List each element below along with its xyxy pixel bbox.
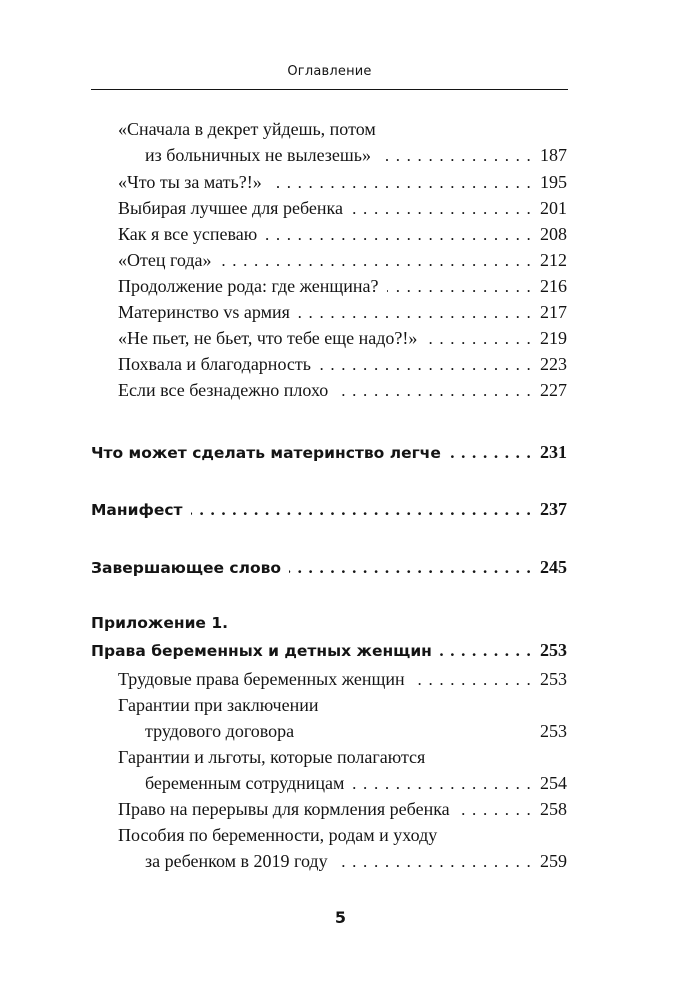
- toc-entry[interactable]: [118, 302, 567, 323]
- toc-entry-title: Трудовые права беременных женщин: [118, 669, 405, 689]
- toc-entry[interactable]: [118, 250, 567, 271]
- toc-entry-title-line1: Пособия по беременности, родам и уходу: [118, 825, 438, 845]
- toc-entry-title: Как я все успеваю: [118, 224, 258, 244]
- dot-leader: [413, 671, 532, 689]
- toc-entry-title: «Что ты за мать?!»: [118, 172, 262, 192]
- dot-leader: [319, 356, 532, 374]
- toc-entry[interactable]: [118, 354, 567, 375]
- toc-entry-title: «Не пьет, не бьет, что тебе еще надо?!»: [118, 328, 418, 348]
- toc-entry-title-line1: «Сначала в декрет уйдешь, потом: [118, 119, 376, 139]
- toc-page-number: 253: [540, 669, 567, 689]
- toc-entry[interactable]: [145, 851, 567, 872]
- toc-page-number: 259: [540, 851, 567, 871]
- toc-entry-title: Если все безнадежно плохо: [118, 380, 329, 400]
- toc-chapter[interactable]: [91, 442, 567, 463]
- toc-page-number: 201: [540, 198, 567, 218]
- toc-page-number: 237: [540, 499, 567, 519]
- dot-leader: [265, 226, 532, 244]
- toc-entry[interactable]: [118, 198, 567, 219]
- running-header: Оглавление: [287, 64, 372, 79]
- toc-entry[interactable]: [118, 172, 567, 193]
- toc-entry-title: из больничных не вылезешь»: [145, 145, 371, 165]
- header-rule: [91, 89, 568, 90]
- toc-page-number: 245: [540, 557, 567, 577]
- toc-page-number: 254: [540, 773, 567, 793]
- toc-chapter[interactable]: [91, 640, 567, 661]
- toc-entry[interactable]: [145, 773, 567, 794]
- toc-chapter[interactable]: [91, 557, 567, 578]
- dot-leader: [425, 330, 532, 348]
- toc-page-number: 212: [540, 250, 567, 270]
- toc-entry[interactable]: [118, 380, 567, 401]
- dot-leader: [270, 174, 532, 192]
- toc-page-number: 216: [540, 276, 567, 296]
- toc-page-number: 223: [540, 354, 567, 374]
- page-number: 5: [334, 908, 347, 927]
- dot-leader: [220, 252, 532, 270]
- toc-page-number: 231: [540, 442, 567, 462]
- toc-entry-title-line1: Гарантии при заключении: [118, 695, 319, 715]
- toc-entry[interactable]: [118, 799, 567, 820]
- toc-page-number: 258: [540, 799, 567, 819]
- dot-leader: [298, 304, 532, 322]
- toc-page-number: 253: [540, 721, 567, 741]
- dot-leader: [387, 278, 532, 296]
- toc-entry[interactable]: [118, 224, 567, 245]
- toc-chapter-title: Завершающее слово: [91, 559, 282, 577]
- toc-entry[interactable]: [118, 276, 567, 297]
- dot-leader: [449, 445, 532, 461]
- dot-leader: [289, 560, 532, 576]
- toc-entry-title: трудового договора: [145, 721, 295, 741]
- dot-leader: [379, 147, 532, 165]
- toc-page-number: 227: [540, 380, 567, 400]
- toc-entry-title: за ребенком в 2019 году: [145, 851, 328, 871]
- toc-page-number: 219: [540, 328, 567, 348]
- toc-entry-title: Продолжение рода: где женщина?: [118, 276, 379, 296]
- toc-entry-title: Материнство vs армия: [118, 302, 290, 322]
- toc-entry[interactable]: [145, 145, 567, 166]
- toc-entry[interactable]: [118, 328, 567, 349]
- toc-entry[interactable]: [118, 669, 567, 690]
- toc-chapter-title: Манифест: [91, 501, 183, 519]
- dot-leader: [352, 775, 532, 793]
- toc-page-number: 253: [540, 640, 567, 660]
- toc-appendix-label: Приложение 1.: [91, 614, 229, 632]
- toc-chapter-title: Что может сделать материнство легче: [91, 444, 441, 462]
- dot-leader: [191, 502, 532, 518]
- toc-entry-title-line1: Гарантии и льготы, которые полагаются: [118, 747, 426, 767]
- toc-page-number: 187: [540, 145, 567, 165]
- dot-leader: [440, 643, 532, 659]
- dot-leader: [336, 382, 532, 400]
- toc-entry[interactable]: [145, 721, 567, 742]
- toc-entry-title: Право на перерывы для кормления ребенка: [118, 799, 450, 819]
- toc-entry-title: беременным сотрудницам: [145, 773, 345, 793]
- toc-page-number: 195: [540, 172, 567, 192]
- toc-page-number: 208: [540, 224, 567, 244]
- dot-leader: [351, 200, 532, 218]
- dot-leader: [336, 853, 532, 871]
- toc-chapter[interactable]: [91, 499, 567, 520]
- toc-page-number: 217: [540, 302, 567, 322]
- toc-entry-title: Выбирая лучшее для ребенка: [118, 198, 343, 218]
- toc-chapter-title: Права беременных и детных женщин: [91, 642, 432, 660]
- toc-entry-title: «Отец года»: [118, 250, 212, 270]
- dot-leader: [458, 801, 532, 819]
- toc-entry-title: Похвала и благодарность: [118, 354, 311, 374]
